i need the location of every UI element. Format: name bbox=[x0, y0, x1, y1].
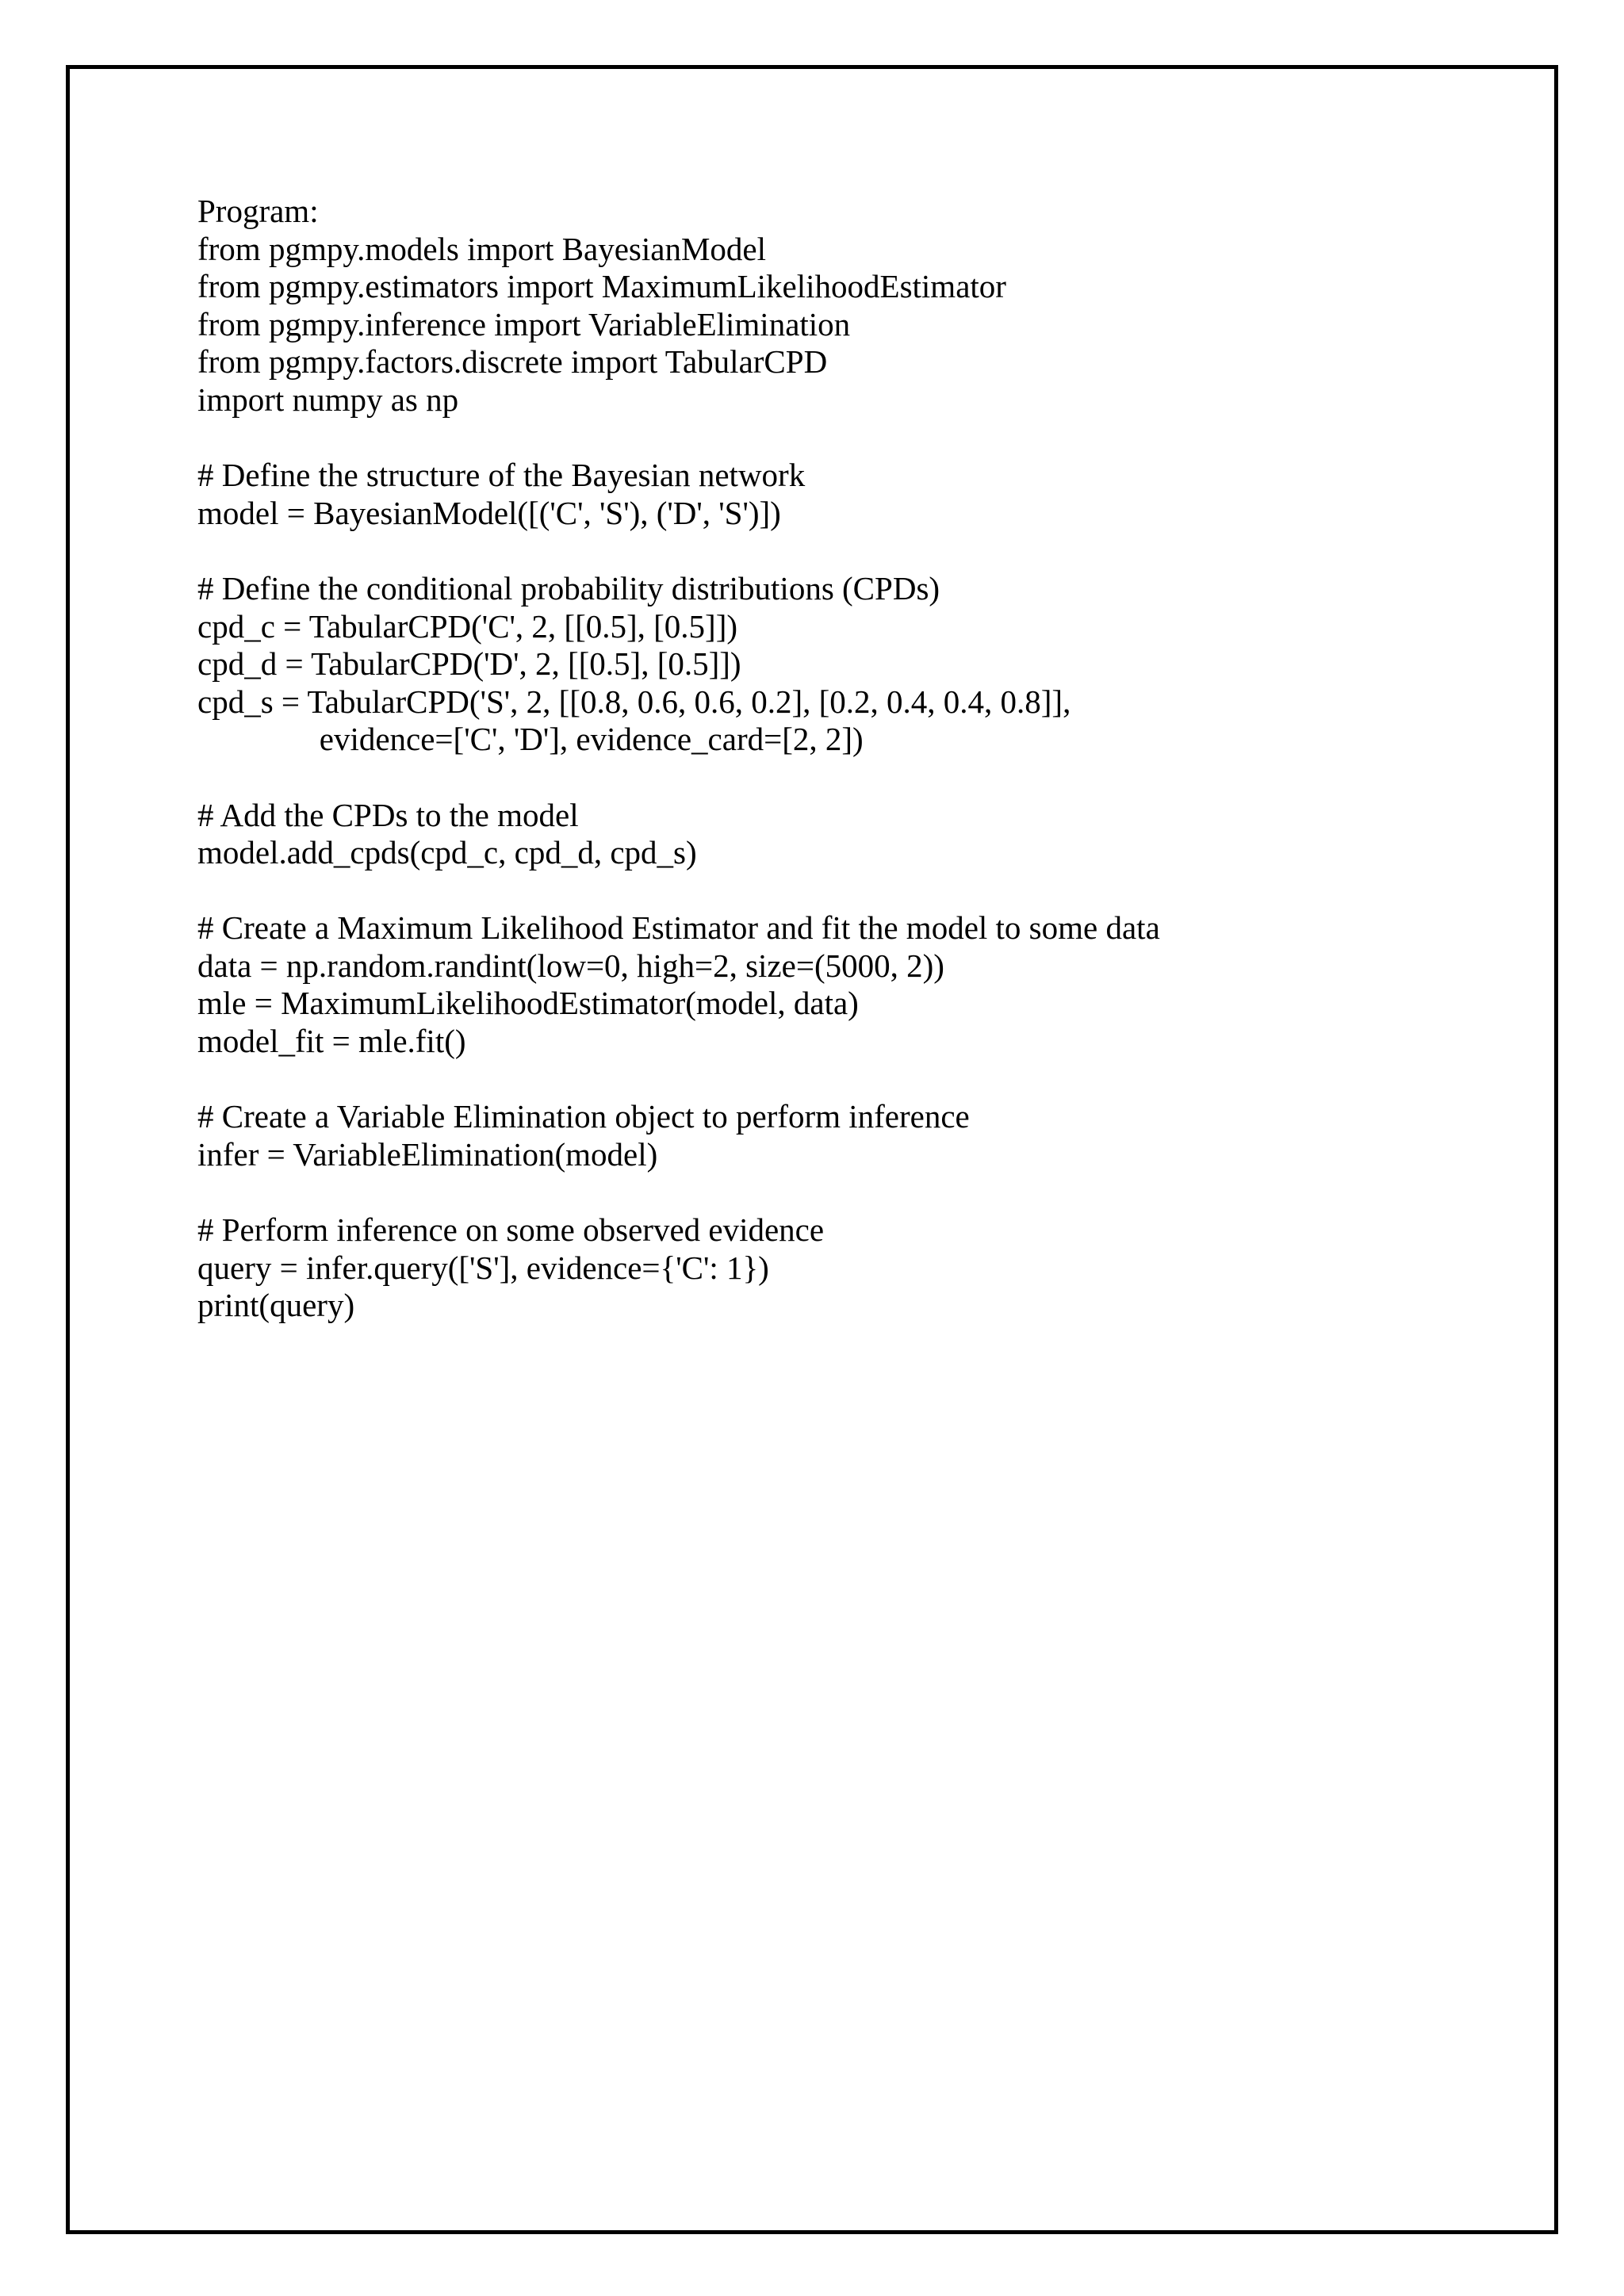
blank-line bbox=[197, 532, 1160, 570]
blank-line bbox=[197, 872, 1160, 910]
program-code-block bbox=[197, 193, 1160, 1325]
code-comment: # Add the CPDs to the model bbox=[197, 796, 579, 833]
blank-line bbox=[197, 1061, 1160, 1099]
blank-line bbox=[197, 759, 1160, 797]
code-line: cpd_c = TabularCPD('C', 2, [[0.5], [0.5]]) bbox=[197, 607, 738, 645]
code-line: cpd_s = TabularCPD('S', 2, [[0.8, 0.6, 0.6, 0.2], [0.2, 0.4, 0.4, 0.8]], bbox=[197, 683, 1071, 720]
code-line: from pgmpy.models import BayesianModel bbox=[197, 230, 767, 267]
code-line: query = infer.query(['S'], evidence={'C': 1}) bbox=[197, 1249, 769, 1286]
blank-line bbox=[197, 1173, 1160, 1211]
code-comment: # Define the structure of the Bayesian network bbox=[197, 457, 806, 494]
code-line: evidence=['C', 'D'], evidence_card=[2, 2]) bbox=[197, 721, 864, 758]
code-line: import numpy as np bbox=[197, 381, 459, 418]
code-comment: # Perform inference on some observed evidence bbox=[197, 1211, 825, 1249]
code-line: model = BayesianModel([('C', 'S'), ('D', 'S')]) bbox=[197, 494, 781, 531]
code-line: mle = MaximumLikelihoodEstimator(model, data) bbox=[197, 985, 859, 1022]
code-line: model_fit = mle.fit() bbox=[197, 1023, 466, 1060]
code-line: from pgmpy.factors.discrete import TabularCPD bbox=[197, 343, 828, 381]
code-line: infer = VariableElimination(model) bbox=[197, 1135, 658, 1173]
code-line: from pgmpy.estimators import MaximumLikelihoodEstimator bbox=[197, 268, 1006, 305]
code-line: data = np.random.randint(low=0, high=2, size=(5000, 2)) bbox=[197, 947, 944, 984]
code-comment: # Define the conditional probability distributions (CPDs) bbox=[197, 569, 940, 607]
code-comment: # Create a Maximum Likelihood Estimator and fit the model to some data bbox=[197, 909, 1160, 947]
code-line: cpd_d = TabularCPD('D', 2, [[0.5], [0.5]]) bbox=[197, 645, 741, 683]
blank-line bbox=[197, 419, 1160, 457]
code-comment: # Create a Variable Elimination object to perform inference bbox=[197, 1098, 970, 1135]
code-line: print(query) bbox=[197, 1287, 355, 1324]
code-line: from pgmpy.inference import VariableElimination bbox=[197, 305, 851, 342]
program-heading: Program: bbox=[197, 193, 319, 229]
code-line: model.add_cpds(cpd_c, cpd_d, cpd_s) bbox=[197, 834, 697, 871]
